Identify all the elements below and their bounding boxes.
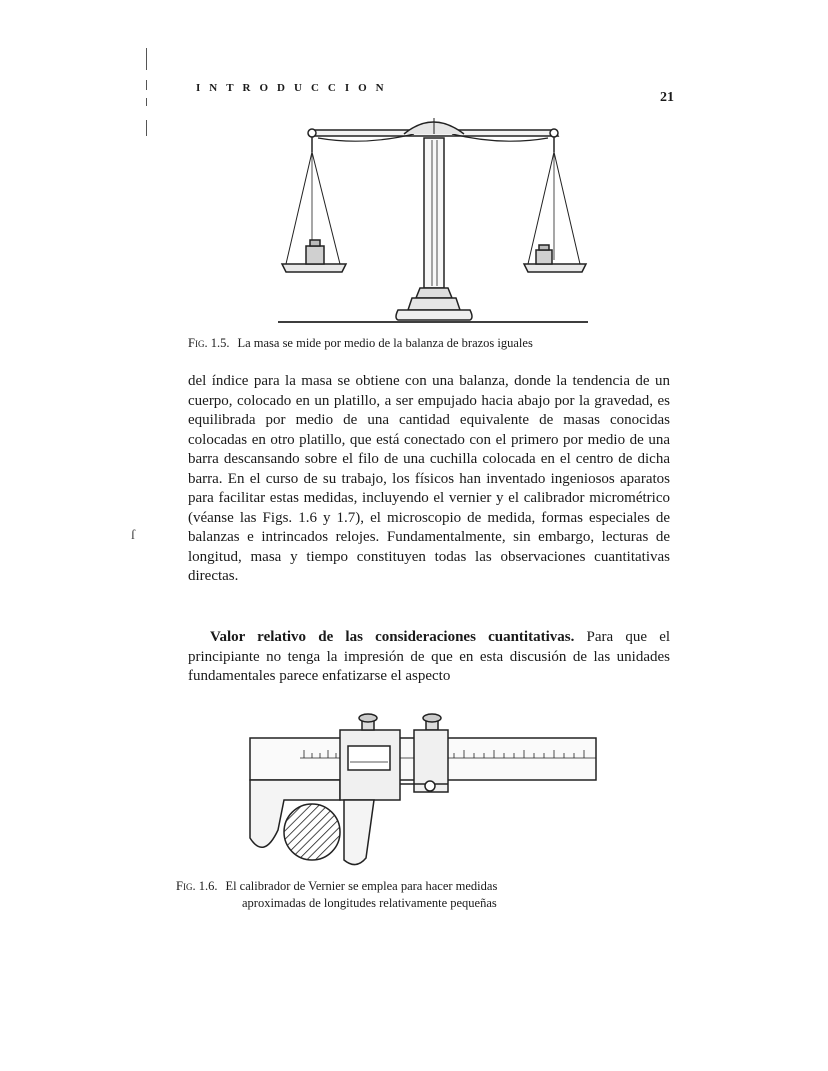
margin-mark — [146, 98, 147, 106]
margin-mark — [146, 120, 147, 136]
caption-text: aproximadas de longitudes relativamente pequeñas — [242, 896, 497, 910]
paragraph-1: del índice para la masa se obtiene con una balanza, donde la tendencia de un cuerpo, colocado en un platillo, a ser empujado hacia abajo por la gravedad, es equilibrada por medio de una cantidad equivalente de masas conocidas colocadas en otro platillo, que está conectado con el primero por medio de una barra descansando sobre el filo de una cuchilla colocada en el centro de dicha barra. En el curso de su trabajo, los físicos han inventado ingeniosos aparatos para facilitar estas medidas, incluyendo el vernier y el calibrador micrométrico (véanse las Figs. 1.6 y 1.7), el microscopio de medida, formas especiales de balanzas e intrincados relojes. Fundamentalmente, sin embargo, lecturas de longitud, masa y tiempo constituyen todas las observaciones cuantitativas directas. — [188, 373, 670, 584]
figure-1-6-caption — [176, 878, 660, 912]
section-heading: Valor relativo de las consideraciones cuantitativas. — [210, 629, 575, 645]
margin-mark — [146, 48, 147, 70]
caliper-figure — [244, 710, 600, 880]
body-paragraph — [188, 372, 670, 587]
running-head: INTRODUCCION — [196, 82, 393, 94]
page-number: 21 — [660, 90, 674, 105]
section-paragraph — [188, 628, 670, 687]
figure-label: Fig. 1.6. — [176, 879, 218, 893]
figure-1-5-caption — [188, 336, 672, 351]
balance-figure — [274, 112, 592, 330]
caption-text: La masa se mide por medio de la balanza de brazos iguales — [237, 336, 533, 350]
margin-mark — [146, 80, 147, 90]
caption-text: El calibrador de Vernier se emplea para hacer medidas — [225, 879, 498, 893]
stray-mark: ſ — [131, 528, 135, 543]
paragraph-2: Para que el principiante no tenga la impresión de que en esta discusión de las unidades fundamentales parece enfatizarse el aspecto — [188, 629, 671, 684]
figure-label: Fig. 1.5. — [188, 336, 230, 350]
